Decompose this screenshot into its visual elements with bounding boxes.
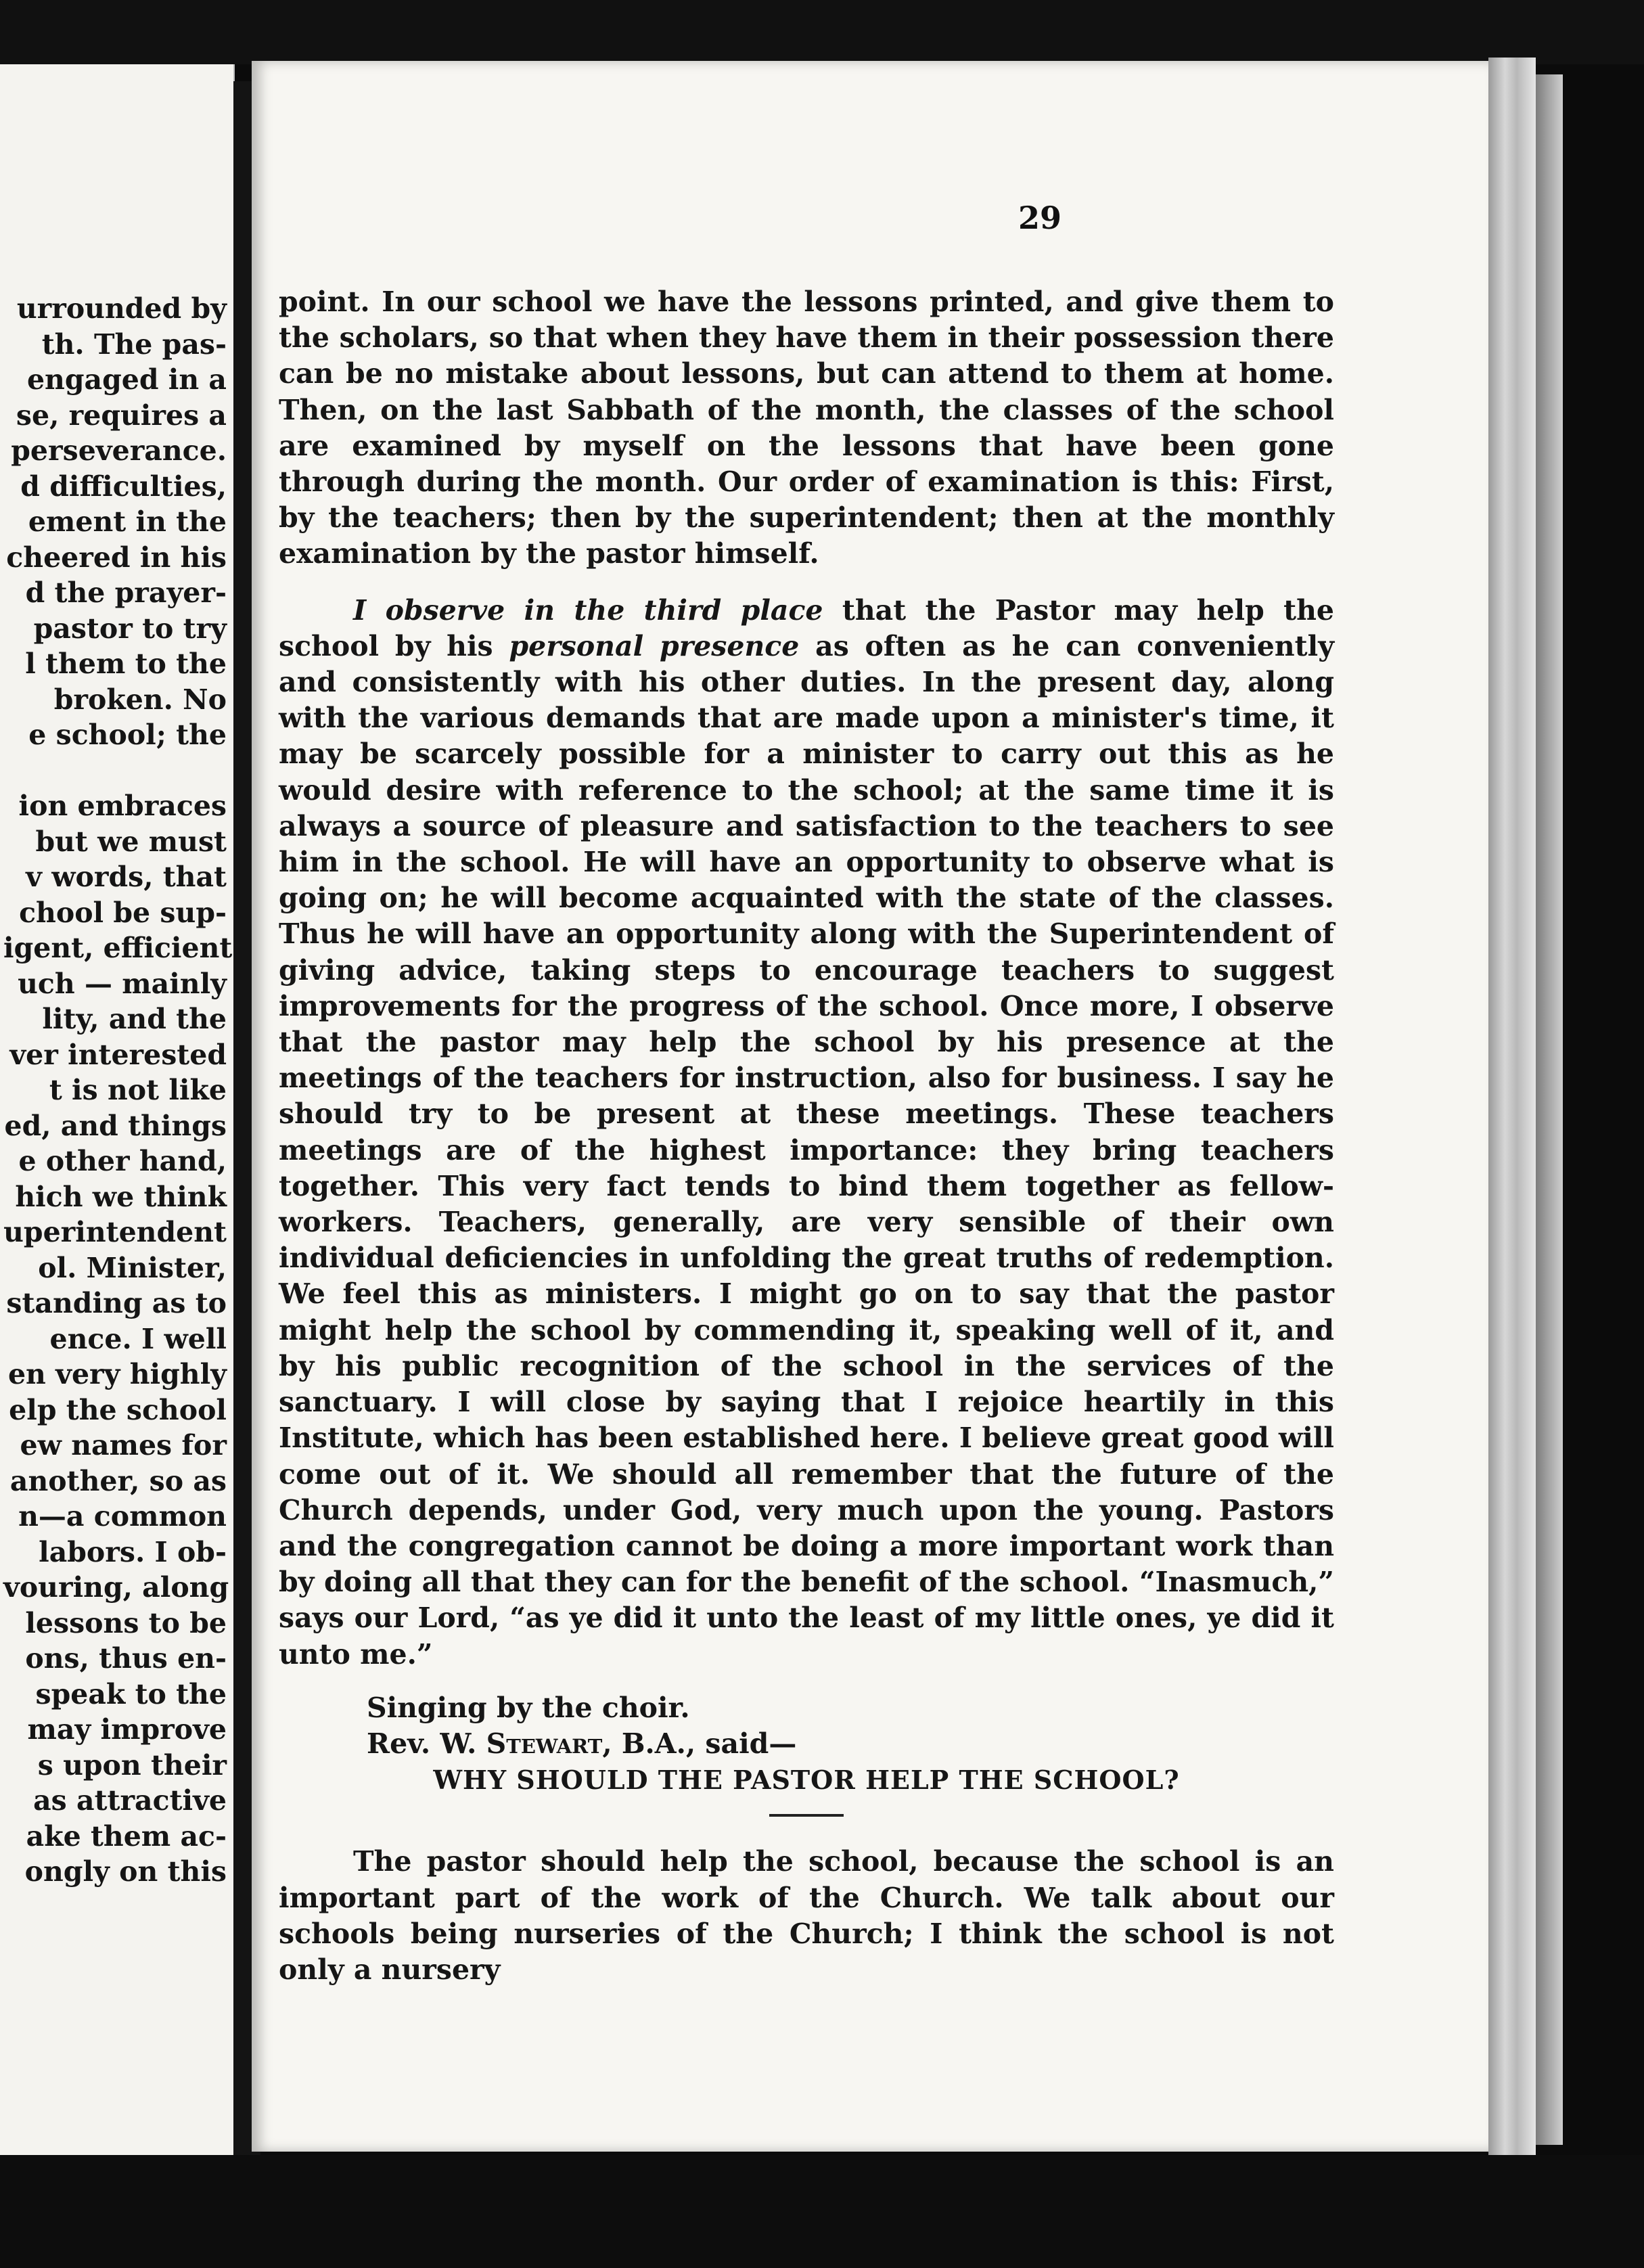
left-page-line: hich we think: [15, 1180, 227, 1213]
left-page-line: pastor to try: [33, 612, 227, 645]
left-page-line: engaged in a: [26, 363, 227, 396]
page-body: [279, 284, 1334, 1988]
left-page-line: ement in the: [28, 505, 227, 538]
left-page-line: s upon their: [37, 1748, 227, 1782]
left-page-line: but we must: [35, 825, 227, 858]
left-page: [0, 64, 235, 2155]
bottom-border: [0, 2155, 1644, 2268]
left-page-line: v words, that: [26, 861, 227, 893]
left-page-line: urrounded by: [16, 292, 227, 325]
speaker-prefix: Rev. W.: [367, 1727, 486, 1760]
left-page-line: l them to the: [25, 648, 227, 680]
left-page-line: se, requires a: [16, 399, 227, 432]
paragraph-nursery: The pastor should help the school, because the school is an important part of the work of the Church. We talk about our schools being nurseries of the Church; I think the school is not only a nursery: [279, 1845, 1334, 1986]
paragraph-text: as often as he can conveniently and consistently with his other duties. In the present day, along with the various demands that are made upon a minister's time, it may be scarcely possible for a minister to carry out this as he would desire with reference to the school; at the same time it is always a source of pleasure and satisfaction to the teachers to see him in the school. He will have an opportunity to observe what is going on; he will become acquainted with the state of the classes. Thus he will have an opportunity along with the Superintendent of giving advice, taking steps to encourage teachers to suggest improvements for the progress of the school. Once more, I observe that the pastor may help the school by his presence at the meetings of the teachers for instruction, also for business. I say he should try to be present at these meetings. These teachers meetings are of the highest importance: they bring teachers together. This very fact tends to bind them together as fellow-workers. Teachers, generally, are very sensible of their own individual deficiencies in unfolding the great truths of redemption. We feel this as ministers. I might go on to say that the pastor might help the school by commending it, speaking well of it, and by his public recognition of the school in the services of the sanctuary. I will close by saying that I rejoice heartily in this Institute, which has been established here. I believe great good will come out of it. We should all remember that the future of the Church depends, under God, very much upon the young. Pastors and the congregation cannot be doing a more important work than by doing all that they can for the benefit of the school. “Inasmuch,” says our Lord, “as ye did it unto the least of my little ones, ye did it unto me.”: [279, 629, 1335, 1671]
emphasis-personal-presence: personal presence: [509, 629, 800, 662]
paragraph-lesson-printing: point. In our school we have the lessons printed, and give them to the scholars, so that when they have them in their possession there can be no mistake about lessons, but can attend to them at home. Then, on the last Sabbath of the month, the classes of the school are examined by myself on the lessons that have been gone through during the month. Our order of examination is this: First, by the teachers; then by the superintendent; then at the monthly examination by the pastor himself.: [279, 286, 1334, 570]
singing-note: Singing by the choir.: [367, 1691, 690, 1724]
left-page-line: ion embraces: [18, 790, 227, 822]
left-page-line: uperintendent: [3, 1216, 227, 1248]
left-page-line: labors. I ob-: [39, 1535, 227, 1568]
section-heading: WHY SHOULD THE PASTOR HELP THE SCHOOL?: [433, 1765, 1180, 1796]
speaker-name: Stewart: [486, 1727, 603, 1760]
paragraph-text: that the Pastor may help the school by his: [279, 593, 1334, 662]
left-page-line: n—a common: [18, 1500, 227, 1533]
left-page-line: ence. I well: [49, 1322, 227, 1355]
heading-rule: [769, 1814, 844, 1817]
left-page-line: uch — mainly: [18, 967, 227, 1000]
left-page-line: broken. No: [53, 683, 227, 716]
page-stack-edge-outer: [1536, 74, 1563, 2145]
left-page-line: ol. Minister,: [38, 1251, 227, 1284]
left-page-line: ake them ac-: [26, 1819, 227, 1853]
left-page-line: t is not like: [49, 1074, 227, 1106]
left-page-line: lity, and the: [42, 1003, 227, 1035]
paragraph-lead-italic: I observe in the third place: [353, 593, 823, 627]
left-page-line: another, so as: [9, 1464, 227, 1497]
top-border: [0, 0, 1644, 64]
left-page-line: cheered in his: [6, 541, 227, 574]
left-page-line: vouring, along: [3, 1571, 229, 1604]
left-page-line: ed, and things: [4, 1109, 227, 1142]
speaker-line: [279, 1726, 1334, 1762]
left-page-text-column: [3, 291, 233, 1890]
page-stack-edge: [1488, 58, 1536, 2155]
left-page-line: en very highly: [7, 1358, 227, 1390]
left-page-line: as attractive: [33, 1784, 227, 1817]
left-page-line: th. The pas-: [41, 327, 227, 361]
left-page-line: [3, 753, 227, 789]
paragraph-personal-presence: [279, 593, 1334, 1673]
left-page-line: lessons to be: [25, 1606, 227, 1639]
left-page-line: e other hand,: [18, 1145, 227, 1177]
left-page-line: ver interested: [9, 1038, 227, 1071]
left-page-line: elp the school: [9, 1393, 227, 1426]
right-page: [252, 61, 1490, 2152]
left-page-line: perseverance.: [11, 434, 227, 467]
left-page-line: ongly on this: [24, 1855, 227, 1888]
speaker-suffix: , B.A., said—: [602, 1727, 797, 1760]
left-page-line: ons, thus en-: [25, 1642, 227, 1675]
left-page-line: d difficulties,: [20, 470, 227, 503]
left-page-line: speak to the: [35, 1677, 227, 1710]
page-number: 29: [1018, 200, 1061, 236]
left-page-line: ew names for: [20, 1429, 227, 1461]
left-page-line: d the prayer-: [25, 576, 227, 609]
left-page-line: may improve: [27, 1713, 227, 1746]
left-page-line: standing as to: [6, 1287, 227, 1319]
left-page-line: chool be sup-: [19, 896, 227, 929]
left-page-line: igent, efficient: [3, 932, 233, 964]
left-page-line: e school; the: [28, 719, 227, 751]
